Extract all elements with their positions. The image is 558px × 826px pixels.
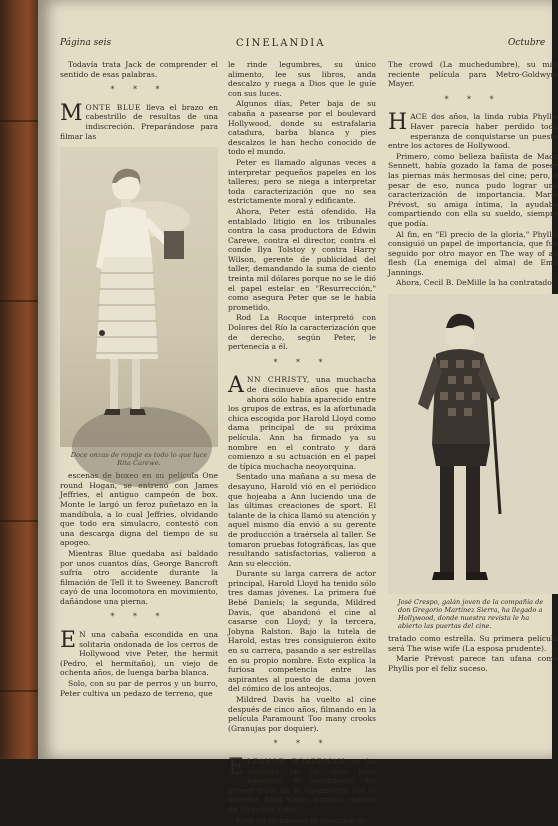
paragraph: Sentado una mañana a su mesa de desayuno, Harold vió en el periódico que hojeaba a Ann luciendo una de las últimas creaciones de sport. El talante de la chica llamó su atención y aquel mismo día envió a su gerente de producción a traérsela al taller. Se tomaron pruebas fotográficas, las que resultando satisfactorias, valieron a Ann su elección. [228,472,376,568]
section-divider: * * * [110,612,168,622]
paragraph: Ahora, Peter está ofendido. Ha entablado litigio en los tribunales contra la casa productora de Edwin Carewe, contra el director, contra el conde Ilya Tolstoy y contra Harry Wilson, gerente de publicidad del taller, demandando la suma de ciento treinta mil dólares porque no se le dió el papel estelar en "Resurrección," como asegura Peter que se le había prometido. [228,206,376,312]
drop-cap: A [228,373,244,399]
drop-cap: H [388,110,408,136]
section-divider: * * * [273,739,331,749]
paragraph: Todavía trata Jack de comprender el sentido de esas palabras. [60,60,218,79]
book-binding [0,0,40,759]
paragraph: Mildred Davis ha vuelto al cine después de cinco años, filmando en la película Paramount Too many crooks (Granujas por doquier). [228,695,376,733]
paragraph: le rinde legumbres, su único alimento, lee sus libros, anda descalzo y ruega a Dios que le guíe con sus luces. [228,60,376,98]
paragraph: The crowd (La muchedumbre), su más reciente película para Metro-Goldwyn-Mayer. [388,60,558,89]
paragraph: Solo, con su par de perros y un burro, Peter cultiva un pedazo de terreno, que [60,679,218,698]
lead-caps: ONTE BLUE [85,102,141,112]
paragraph: Peter es llamado algunas veces a interpretar pequeños papeles en los talleres; pero se niega a interpretar toda caracterización que no sea estrictamente moral y edificante. [228,157,376,206]
jose-crespo-figure [388,294,558,594]
binding-stripe [0,120,40,122]
section-divider: * * * [273,357,331,367]
section-divider: * * * [110,85,168,95]
lead-caps: LEANOR BOARDMAN [247,756,345,766]
paragraph: escenas de boxeo en su película One round Hogan, se entrenó con James Jeffries, el antiguo campeón de box. Monte le largó un feroz puñetazo en la mandíbula, a lo cual Jeffries, olvidando que todo era simulacro, contestó con una descarga digna del tiempo de su apogeo. [60,471,218,548]
lead-text: se ha recluído en su casa para aguardar el nacimiento del primer fruto de su casamiento con el director King Vidor, antiguo marido de Florence Vidor. [228,756,376,814]
lead-text: una muchacha de diecinueve años que hasta ahora sólo había aparecido entre los grupos de extras, es la afortunada chica escogida por Harold Lloyd como dama principal de su próxima película. Ann ha firmado ya su nombre en el contrato y dará comienzo a su actuación en el papel de típica muchacha neoyorquina. [228,375,376,471]
paragraph: Primero, como belleza bañista de Mack Sennett, había gozado la fama de poseer las piernas más hermosas del cine; pero, a pesar de eso, nunca pudo lograr una caracterización de importancia. Marie Prévost, su amiga íntima, la ayudaba compartiendo con ella su sueldo, siempre que podía. [388,151,558,228]
section-divider: * * * [444,94,502,104]
drop-cap: E [228,754,245,780]
paragraph: Ahora, Cecil B. DeMille la ha contratado [396,278,552,288]
photo-rita-carewe [60,147,218,447]
binding-stripe [0,300,40,302]
photo-caption: Doce onzas de ropaje es todo lo que luce Rita Carewe. [70,451,208,468]
column-3 [388,60,558,674]
paragraph: tratado como estrella. Su primera película será The wise wife (La esposa prudente). [388,634,558,653]
page-number: Página seis [60,38,112,48]
lead-text: lleva el brazo en cabestrillo de resultas de una indiscreción. Preparándose para filmar las [60,102,218,141]
paragraph-ann-christy [228,375,376,471]
lead-text: N una cabaña escondida en una solitaria ondonada de los cerros de Hollywood vive Peter, the hermit (Pedro, el hermitaño), un viejo de ochenta años, de luenga barba blanca. [60,630,218,678]
photo-jose-crespo [388,294,558,594]
magazine-page [38,0,558,825]
binding-stripe [0,520,40,522]
month-label: Octubre [508,38,546,48]
paragraph: Marie Prévost parece tan ufana como Phyllis por el feliz suceso. [388,654,558,673]
paragraph-monte-blue [60,100,218,141]
column-2 [228,60,376,826]
binding-stripe [0,690,40,692]
lead-caps: NN CHRISTY, [246,375,310,385]
paragraph: Al fin, en "El precio de la gloria," Phyllis consiguió un papel de importancia, que fué seguido por otro mayor en The way of all flesh (La enemiga del alma) de Emil Jannings. [388,229,558,277]
paragraph: Algunos días, Peter baja de su cabaña a pasearse por el boulevard Hollywood, donde su estrafalaria catadura, barba blanca y pies descalzos le han hecho conocido de todo el mundo. [228,99,376,157]
column-1 [60,60,218,699]
paragraph-phyllis-haver [388,112,558,150]
magazine-title: CINELANDIA [236,38,326,49]
paragraph-eleanor-boardman [228,754,376,815]
rita-carewe-figure [60,147,218,447]
paragraph: Durante su larga carrera de actor principal, Harold Lloyd ha tenido sólo tres damas jóvenes. La primera fué Bebé Daniels; la segunda, Mildred Davis, que abandonó el cine al casarse con Lloyd; y la tercera, Jobyna Ralston. Bajo la tutela de Harold, estas tres consiguieron éxito en su carrera, pasando a ser estrellas en su propio nombre. Esto explica la furiosa competencia entre las aspirantes al puesto de dama joven del cómico de los anteojos. [228,569,376,694]
lead-text: ACE dos años, la linda rubia Phyllis Haver parecía haber perdido toda esperanza de conquistarse un puesto entre los actores de Hollywood. [388,112,558,151]
drop-cap: E [60,628,77,654]
photo-caption: José Crespo, galán joven de la compañía de don Gregorio Martínez Sierra, ha llegado a Hollywood, donde nuestra revista le ha abierto las puertas del cine. [398,598,544,631]
paragraph: King ha terminado la dirección de [236,815,368,825]
paragraph: Rod La Rocque interpretó con Dolores del Río la caracterización que de derecho, según Peter, le pertenecía a él. [228,313,376,352]
paragraph-hermit [60,630,218,678]
paragraph: Mientras Blue quedaba así baldado por unos cuantos días, George Bancroft sufría otro accidente durante la filmación de Tell it to Sweeney. Bancroft cayó de una locomotora en movimiento, dañándose una pierna. [60,548,218,606]
drop-cap: M [60,100,83,126]
